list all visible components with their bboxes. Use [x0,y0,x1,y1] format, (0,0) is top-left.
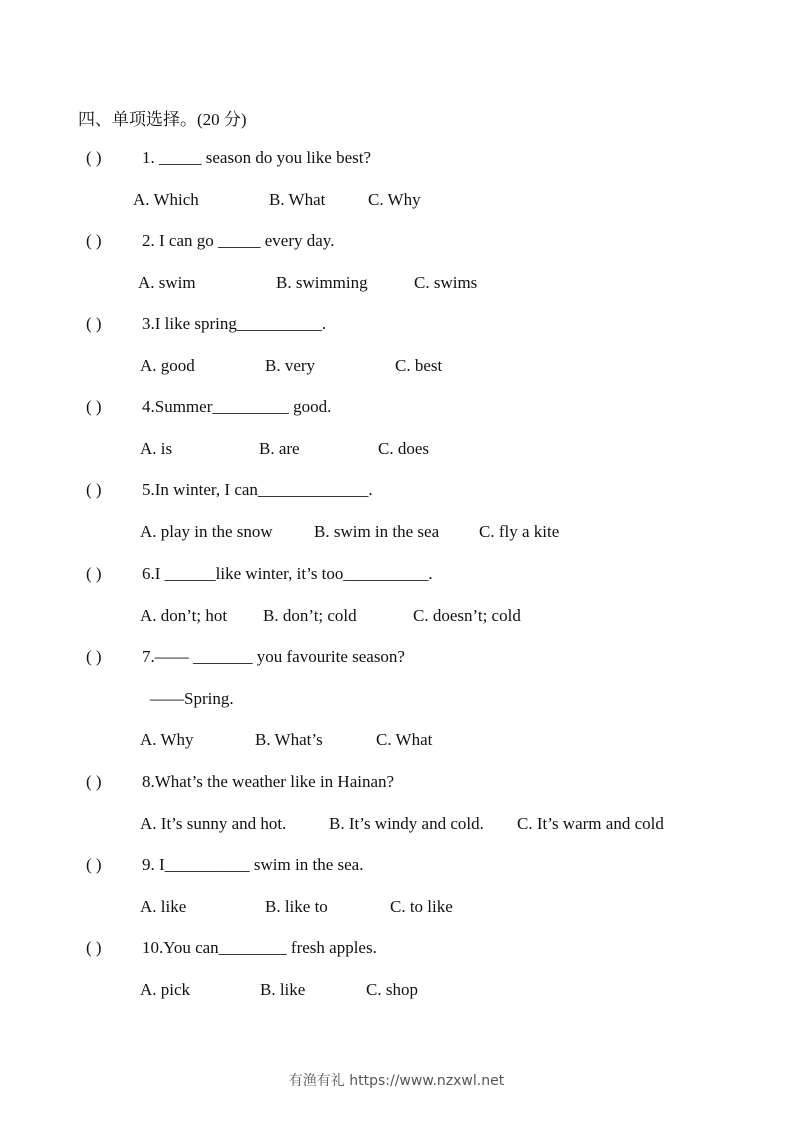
answer-paren-close: ) [95,564,102,583]
option-c: C. Why [368,190,421,209]
option-b: B. very [265,356,316,375]
option-a: A. is [140,439,173,458]
dialogue-answer: ——Spring. [150,689,234,708]
question-3 [86,314,327,334]
option-c: C. fly a kite [479,522,560,541]
footer-watermark: 有渔有礼 https://www.nzxwl.net [288,1073,505,1089]
answer-paren-open: ( [86,647,92,666]
option-a: A. like [140,897,187,916]
option-b: B. It’s windy and cold. [329,814,484,833]
option-a: A. Which [133,190,199,209]
answer-paren-close: ) [95,480,102,499]
option-c: C. What [376,730,433,749]
question-5 [86,480,373,500]
question-text: 5.In winter, I can_____________. [142,480,373,499]
answer-paren-open: ( [86,564,92,583]
answer-paren-close: ) [95,938,102,957]
answer-paren-open: ( [86,938,92,957]
question-8 [86,772,395,792]
option-b: B. What [269,190,326,209]
option-c: C. does [378,439,429,458]
option-b: B. swimming [276,273,368,292]
question-text: 3.I like spring__________. [142,314,327,333]
question-text: 7.—— _______ you favourite season? [142,647,405,666]
answer-paren-open: ( [86,772,92,791]
question-text: 9. I__________ swim in the sea. [142,855,364,874]
answer-paren-open: ( [86,855,92,874]
answer-paren-open: ( [86,397,92,416]
question-text: 10.You can________ fresh apples. [142,938,377,957]
answer-paren-close: ) [95,647,102,666]
question-4 [86,397,332,417]
answer-paren-close: ) [95,314,102,333]
question-text: 4.Summer_________ good. [142,397,332,416]
answer-paren-close: ) [95,148,102,167]
option-b: B. don’t; cold [263,606,357,625]
option-c: C. to like [390,897,453,916]
question-2 [86,231,335,251]
question-text: 8.What’s the weather like in Hainan? [142,772,395,791]
option-a: A. don’t; hot [140,606,228,625]
answer-paren-open: ( [86,314,92,333]
question-text: 1. _____ season do you like best? [142,148,371,167]
option-b: B. like [260,980,306,999]
answer-paren-close: ) [95,855,102,874]
option-a: A. swim [138,273,196,292]
question-7 [86,647,405,667]
option-a: A. Why [140,730,194,749]
question-1 [86,148,371,168]
option-b: B. are [259,439,300,458]
question-text: 6.I ______like winter, it’s too__________. [142,564,433,583]
option-a: A. It’s sunny and hot. [140,814,287,833]
option-c: C. shop [366,980,418,999]
option-c: C. swims [414,273,478,292]
section-title: 四、单项选择。(20 分) [78,110,247,129]
answer-paren-open: ( [86,148,92,167]
option-b: B. like to [265,897,328,916]
question-6 [86,564,433,584]
answer-paren-close: ) [95,772,102,791]
answer-paren-open: ( [86,480,92,499]
option-a: A. pick [140,980,191,999]
question-10 [86,938,377,958]
option-a: A. good [140,356,195,375]
option-b: B. What’s [255,730,323,749]
answer-paren-close: ) [95,397,102,416]
answer-paren-open: ( [86,231,92,250]
question-text: 2. I can go _____ every day. [142,231,335,250]
option-c: C. doesn’t; cold [413,606,521,625]
question-9 [86,855,364,875]
option-b: B. swim in the sea [314,522,440,541]
answer-paren-close: ) [95,231,102,250]
option-a: A. play in the snow [140,522,273,541]
option-c: C. It’s warm and cold [517,814,664,833]
option-c: C. best [395,356,443,375]
